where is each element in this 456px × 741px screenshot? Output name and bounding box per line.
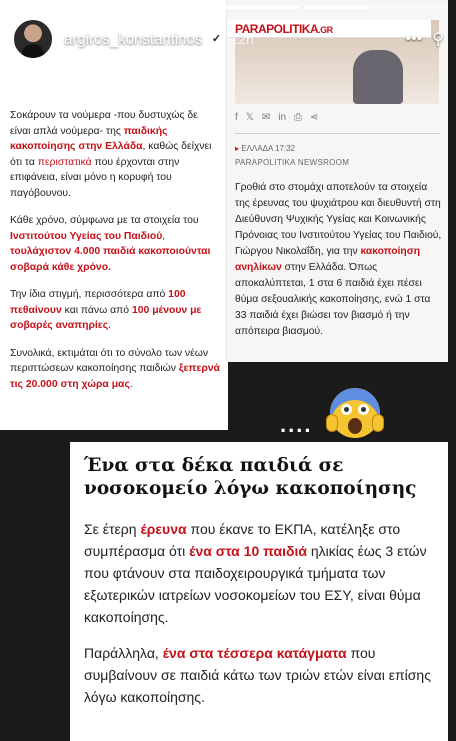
newsroom-label: PARAPOLITIKA NEWSROOM (235, 158, 350, 167)
more-horizontal-icon[interactable]: ••• (405, 30, 423, 47)
left-paragraph-4: Συνολικά, εκτιμάται ότι το σύνολο των νέων περιπτώσεων κακοποίησης παιδιών ξεπερνά τις 20.000 στη χώρα μας. (10, 347, 220, 390)
progress-segment (304, 6, 448, 9)
ellipsis-text: .... (280, 412, 313, 437)
facebook-icon[interactable]: f (235, 112, 238, 123)
bottom-article-title: Ένα στα δέκα παιδιά σε νοσοκομείο λόγω κακοποίησης (84, 455, 417, 499)
left-paragraph-1: Σοκάρουν τα νούμερα -που δυστυχώς δε είναι απλά νούμερα- της παιδικής κακοποίησης στην Ελλάδα, καθώς δείχνει ότι τα περιστατικά που έρχονται στην επιφάνεια, είναι μόνο η κορυφή του παγόβουνου. (10, 110, 212, 199)
story-progress (8, 6, 448, 9)
article-meta: ▸ ΕΛΛΑΔΑ 17:32 (235, 144, 296, 153)
search-icon[interactable]: ⚲ (432, 31, 444, 48)
progress-segment (156, 6, 300, 9)
progress-segment (8, 6, 152, 9)
bottom-paragraph-2: Παράλληλα, ένα στα τέσσερα κατάγματα που συμβαίνουν σε παιδιά κάτω των τριών ετών είναι επίσης λόγω κακοποίησης. (84, 645, 431, 705)
avatar[interactable] (12, 18, 54, 60)
verified-badge-icon: ✓ (208, 31, 224, 47)
print-icon[interactable]: ⎙ (294, 112, 303, 123)
share-bar (235, 112, 318, 123)
email-icon[interactable]: ✉ (261, 112, 271, 123)
face-screaming-in-fear-icon (330, 388, 380, 438)
right-body-text: Γροθιά στο στομάχι αποτελούν τα στοιχεία της έρευνας του ψυχιάτρου και διευθυντή στη Διεύθυνση Ψυχικής Υγείας και Κοινωνικής Πρόνοιας του Ινστιτούτου Υγείας του Παιδιού, Γιώργου Νικολαΐδη, για την κακοποίηση ανηλίκων στην Ελλάδα. Όπως αποκαλύπτεται, 1 στα 6 παιδιά έχει πέσει θύμα σεξουαλικής κακοποίησης, ενώ 1 στα 33 παιδιά έχει βιώσει τον βιασμό ή την απόπειρα βιασμού. (235, 182, 442, 337)
story-header (12, 16, 444, 62)
post-time: 12h (230, 31, 254, 47)
linkedin-icon[interactable]: in (278, 112, 287, 123)
bottom-paragraph-1: Σε έτερη έρευνα που έκανε το ΕΚΠΑ, κατέληξε στο συμπέρασμα ότι ένα στα 10 παιδιά ηλικίας έως 3 ετών που φτάνουν στα παιδοχειρουργικά τμήματα των εξωτερικών ιατρείων νοσοκομείων του ΕΣΥ, είναι θύμα κακοποίησης. (84, 521, 427, 625)
parapolitika-logo: PARAPOLITIKA.GR (227, 20, 431, 38)
x-icon[interactable]: 𝕏 (245, 112, 254, 123)
divider (235, 133, 440, 134)
username[interactable]: argiros_konstantinos (64, 30, 203, 48)
left-paragraph-2: Κάθε χρόνο, σύμφωνα με τα στοιχεία του Ινστιτούτου Υγείας του Παιδιού, τουλάχιστον 4.000 παιδιά κακοποιούνται σοβαρά κάθε χρόνο. (10, 215, 211, 273)
left-paragraph-3: Την ίδια στιγμή, περισσότερα από 100 πεθαίνουν και πάνω από 100 μένουν με σοβαρές αναπηρίες. (10, 289, 202, 331)
left-article-screenshot (0, 0, 228, 430)
share-icon[interactable]: ⋖ (310, 112, 319, 123)
bottom-article-screenshot (70, 442, 448, 741)
